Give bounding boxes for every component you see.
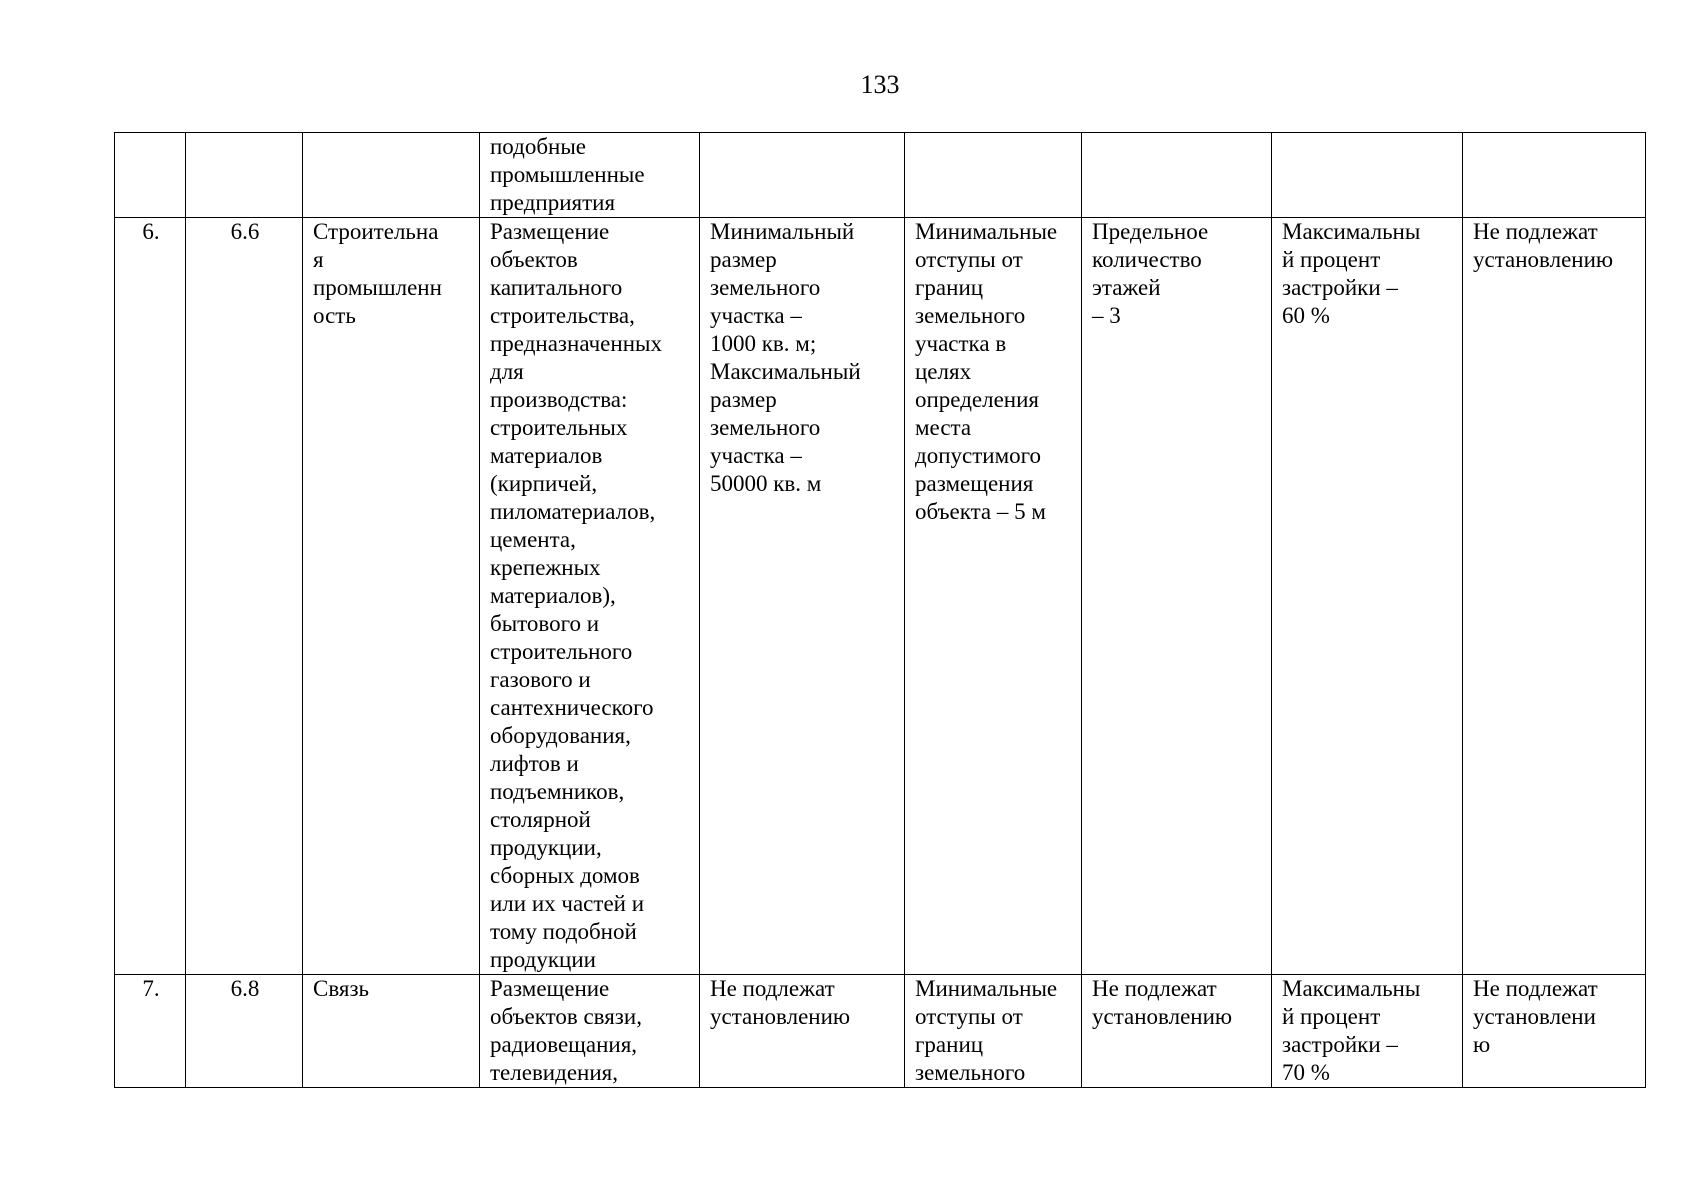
cell-other	[1463, 133, 1646, 218]
cell-coverage: Максимальны й процент застройки – 60 %	[1272, 218, 1463, 975]
cell-name	[303, 133, 480, 218]
cell-setbacks: Минимальные отступы от границ земельного участка в целях определения места допустимого размещения объекта – 5 м	[905, 218, 1082, 975]
cell-code: 6.8	[186, 975, 303, 1088]
cell-description: подобные промышленные предприятия	[480, 133, 700, 218]
table-row	[115, 133, 1646, 218]
land-use-table	[114, 132, 1646, 1088]
cell-description: Размещение объектов капитального строительства, предназначенных для производства: строительных материалов (кирпичей, пиломатериалов, цемента, крепежных материалов), бытового и строительного газового и сантехнического оборудования, лифтов и подъемников, столярной продукции, сборных домов или их частей и тому подобной продукции	[480, 218, 700, 975]
cell-name: Связь	[303, 975, 480, 1088]
cell-num: 6.	[115, 218, 186, 975]
cell-other: Не подлежат установлению	[1463, 218, 1646, 975]
cell-num	[115, 133, 186, 218]
cell-coverage: Максимальны й процент застройки – 70 %	[1272, 975, 1463, 1088]
cell-code: 6.6	[186, 218, 303, 975]
cell-plot-size: Минимальный размер земельного участка – 1000 кв. м; Максимальный размер земельного участка – 50000 кв. м	[700, 218, 905, 975]
cell-setbacks: Минимальные отступы от границ земельного	[905, 975, 1082, 1088]
cell-code	[186, 133, 303, 218]
cell-floors: Предельное количество этажей – 3	[1082, 218, 1272, 975]
cell-other: Не подлежат установлени ю	[1463, 975, 1646, 1088]
page-number: 133	[860, 70, 900, 99]
cell-num: 7.	[115, 975, 186, 1088]
cell-plot-size: Не подлежат установлению	[700, 975, 905, 1088]
cell-coverage	[1272, 133, 1463, 218]
table-row	[115, 975, 1646, 1088]
table-row	[115, 218, 1646, 975]
cell-name: Строительна я промышленн ость	[303, 218, 480, 975]
cell-description: Размещение объектов связи, радиовещания, телевидения,	[480, 975, 700, 1088]
cell-setbacks	[905, 133, 1082, 218]
cell-floors: Не подлежат установлению	[1082, 975, 1272, 1088]
cell-floors	[1082, 133, 1272, 218]
cell-plot-size	[700, 133, 905, 218]
